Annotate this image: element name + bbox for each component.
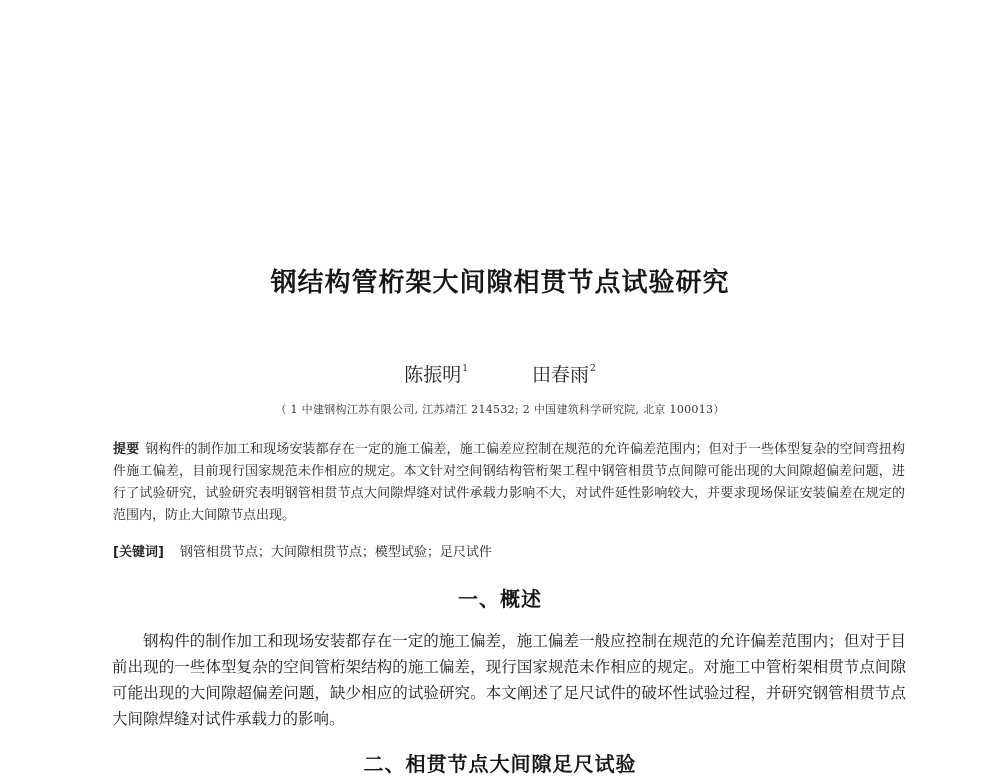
- affiliation-line: （ 1 中建钢构江苏有限公司, 江苏靖江 214532; 2 中国建筑科学研究院, 北京 100013）: [275, 403, 725, 416]
- author-1: [404, 360, 468, 387]
- keywords-label: [关键词]: [113, 545, 164, 560]
- paper-title: 钢结构管桁架大间隙相贯节点试验研究: [270, 268, 730, 298]
- keywords-block: [113, 541, 905, 560]
- section-1-paragraph: 钢构件的制作加工和现场安装都存在一定的施工偏差，施工偏差一般应控制在规范的允许偏差范围内；但对于目前出现的一些体型复杂的空间管桁架结构的施工偏差，现行国家规范未作相应的规定。对施工中管桁架相贯节点间隙可能出现的大间隙超偏差问题，缺少相应的试验研究。本文阐述了足尺试件的破坏性试验过程，并研究钢管相贯节点大间隙焊缝对试件承载力的影响。: [112, 632, 906, 728]
- abstract-block: [113, 439, 905, 527]
- abstract-text: 钢构件的制作加工和现场安装都存在一定的施工偏差，施工偏差应控制在规范的允许偏差范围内；但对于一些体型复杂的空间弯扭构件施工偏差，目前现行国家规范未作相应的规定。本文针对空间钢结构管桁架工程中钢管相贯节点间隙可能出现的大间隙超偏差问题，进行了试验研究，试验研究表明钢管相贯节点大间隙焊缝对试件承载力影响不大，对试件延性影响较大，并要求现场保证安装偏差在规定的范围内，防止大间隙节点出现。: [113, 442, 905, 523]
- author-list: [0, 360, 1000, 387]
- author-2-affiliation-mark: 2: [590, 364, 596, 374]
- author-2: [532, 360, 596, 387]
- section-2-heading: 二、相贯节点大间隙足尺试验: [363, 752, 637, 776]
- author-2-name: 田春雨: [532, 364, 590, 386]
- abstract-label: 提要: [113, 442, 140, 457]
- keywords-text: 钢管相贯节点；大间隙相贯节点；模型试验；足尺试件: [179, 545, 492, 560]
- author-1-affiliation-mark: 1: [462, 364, 468, 374]
- author-1-name: 陈振明: [404, 364, 462, 386]
- section-1-heading: 一、概述: [458, 587, 542, 611]
